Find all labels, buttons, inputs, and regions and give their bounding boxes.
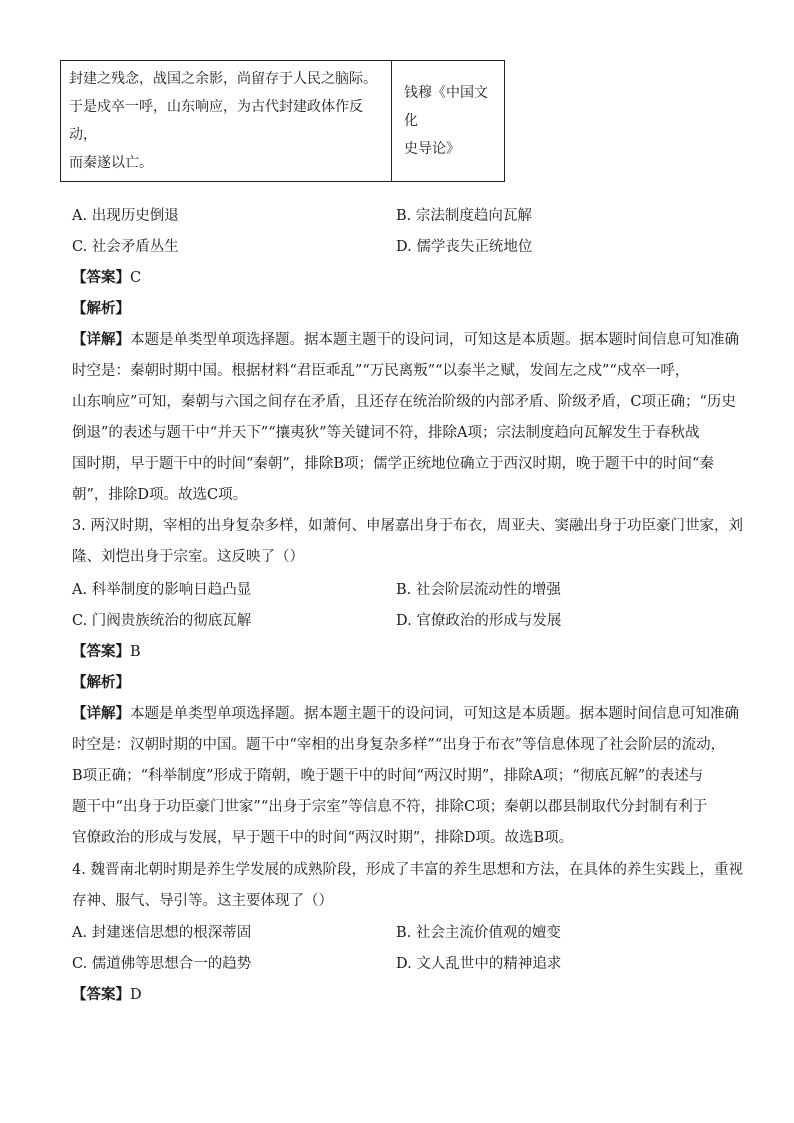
q2-detail-text: 本题是单类型单项选择题。据本题主题干的设问词，可知这是本质题。据本题时间信息可知准确 xyxy=(130,332,739,348)
quote-line: 而秦遂以亡。 xyxy=(69,155,153,171)
answer-tag: 【答案】 xyxy=(72,269,130,286)
q3-answer-line xyxy=(72,640,141,661)
source-citation-cell xyxy=(392,61,505,182)
q4-option-d: D. 文人乱世中的精神追求 xyxy=(396,956,562,972)
q2-answer: C xyxy=(130,270,142,286)
q3-detail-line: 题干中“出身于功臣豪门世家”“出身于宗室”等信息不符，排除C项；秦朝以郡县制取代分封制有利于 xyxy=(72,799,708,815)
q3-detail-line: 官僚政治的形成与发展，早于题干中的时间“两汉时期”，排除D项。故选B项。 xyxy=(72,830,574,846)
q4-answer-line xyxy=(72,983,142,1004)
q3-option-c: C. 门阀贵族统治的彻底瓦解 xyxy=(72,613,252,629)
q2-detail-line: 朝”，排除D项。故选C项。 xyxy=(72,487,248,503)
q3-detail-text: 本题是单类型单项选择题。据本题主题干的设问词，可知这是本质题。据本题时间信息可知准确 xyxy=(130,706,739,722)
q2-option-c: C. 社会矛盾丛生 xyxy=(72,239,179,255)
q4-answer: D xyxy=(130,987,142,1003)
q2-analysis-tag xyxy=(72,297,130,318)
answer-tag: 【答案】 xyxy=(72,986,130,1003)
q4-option-c: C. 儒道佛等思想合一的趋势 xyxy=(72,956,252,972)
q3-stem-line: 隆、刘恺出身于宗室。这反映了（） xyxy=(72,549,304,565)
citation-line: 史导论》 xyxy=(404,141,460,157)
q3-option-a: A. 科举制度的影响日趋凸显 xyxy=(72,582,252,598)
source-table xyxy=(60,60,505,182)
quote-line: 封建之残念，战国之余影，尚留存于人民之脑际。 xyxy=(69,71,377,87)
analysis-tag: 【解析】 xyxy=(72,674,130,691)
q4-option-a: A. 封建迷信思想的根深蒂固 xyxy=(72,925,252,941)
citation-line: 钱穆《中国文化 xyxy=(404,85,488,129)
quote-line: 于是戍卒一呼，山东响应，为古代封建政体作反动， xyxy=(69,99,363,143)
q2-answer-line xyxy=(72,266,141,287)
q2-detail-line: 国时期，早于题干中的时间“秦朝”，排除B项；儒学正统地位确立于西汉时期，晚于题干中的时间“秦 xyxy=(72,456,714,472)
q2-option-b: B. 宗法制度趋向瓦解 xyxy=(396,208,532,224)
answer-tag: 【答案】 xyxy=(72,643,130,660)
q2-option-a: A. 出现历史倒退 xyxy=(72,208,179,224)
q3-analysis-tag xyxy=(72,671,130,692)
q3-option-b: B. 社会阶层流动性的增强 xyxy=(396,582,561,598)
q3-detail-line: B项正确；“科举制度”形成于隋朝，晚于题干中的时间“两汉时期”，排除A项；“彻底瓦解”的表述与 xyxy=(72,768,704,784)
q4-option-b: B. 社会主流价值观的嬗变 xyxy=(396,925,561,941)
q3-stem-line: 3. 两汉时期，宰相的出身复杂多样，如萧何、申屠嘉出身于布衣，周亚夫、窦融出身于功臣豪门世家，刘 xyxy=(72,518,743,534)
detail-tag: 【详解】 xyxy=(72,331,130,348)
q2-detail-line: 山东响应”可知，秦朝与六国之间存在矛盾，且还存在统治阶级的内部矛盾、阶级矛盾，C项正确；“历史 xyxy=(72,394,736,410)
q4-stem-line: 4. 魏晋南北朝时期是养生学发展的成熟阶段，形成了丰富的养生思想和方法，在具体的养生实践上，重视 xyxy=(72,862,743,878)
q3-detail-line xyxy=(72,702,739,723)
q4-stem-line: 存神、服气、导引等。这主要体现了（） xyxy=(72,893,333,909)
source-quote-cell xyxy=(61,61,392,182)
q3-option-d: D. 官僚政治的形成与发展 xyxy=(396,613,562,629)
q2-option-d: D. 儒学丧失正统地位 xyxy=(396,239,533,255)
analysis-tag: 【解析】 xyxy=(72,300,130,317)
q2-detail-line: 倒退”的表述与题干中“并天下”“攘夷狄”等关键词不符，排除A项；宗法制度趋向瓦解发生于春秋战 xyxy=(72,425,700,441)
q3-answer: B xyxy=(130,644,141,660)
detail-tag: 【详解】 xyxy=(72,705,130,722)
q2-detail-line xyxy=(72,328,739,349)
q2-detail-line: 时空是：秦朝时期中国。根据材料“君臣乖乱”“万民离叛”“以泰半之赋，发闾左之戍”“戍卒一呼， xyxy=(72,363,690,379)
q3-detail-line: 时空是：汉朝时期的中国。题干中“宰相的出身复杂多样”“出身于布衣”等信息体现了社会阶层的流动， xyxy=(72,737,726,753)
